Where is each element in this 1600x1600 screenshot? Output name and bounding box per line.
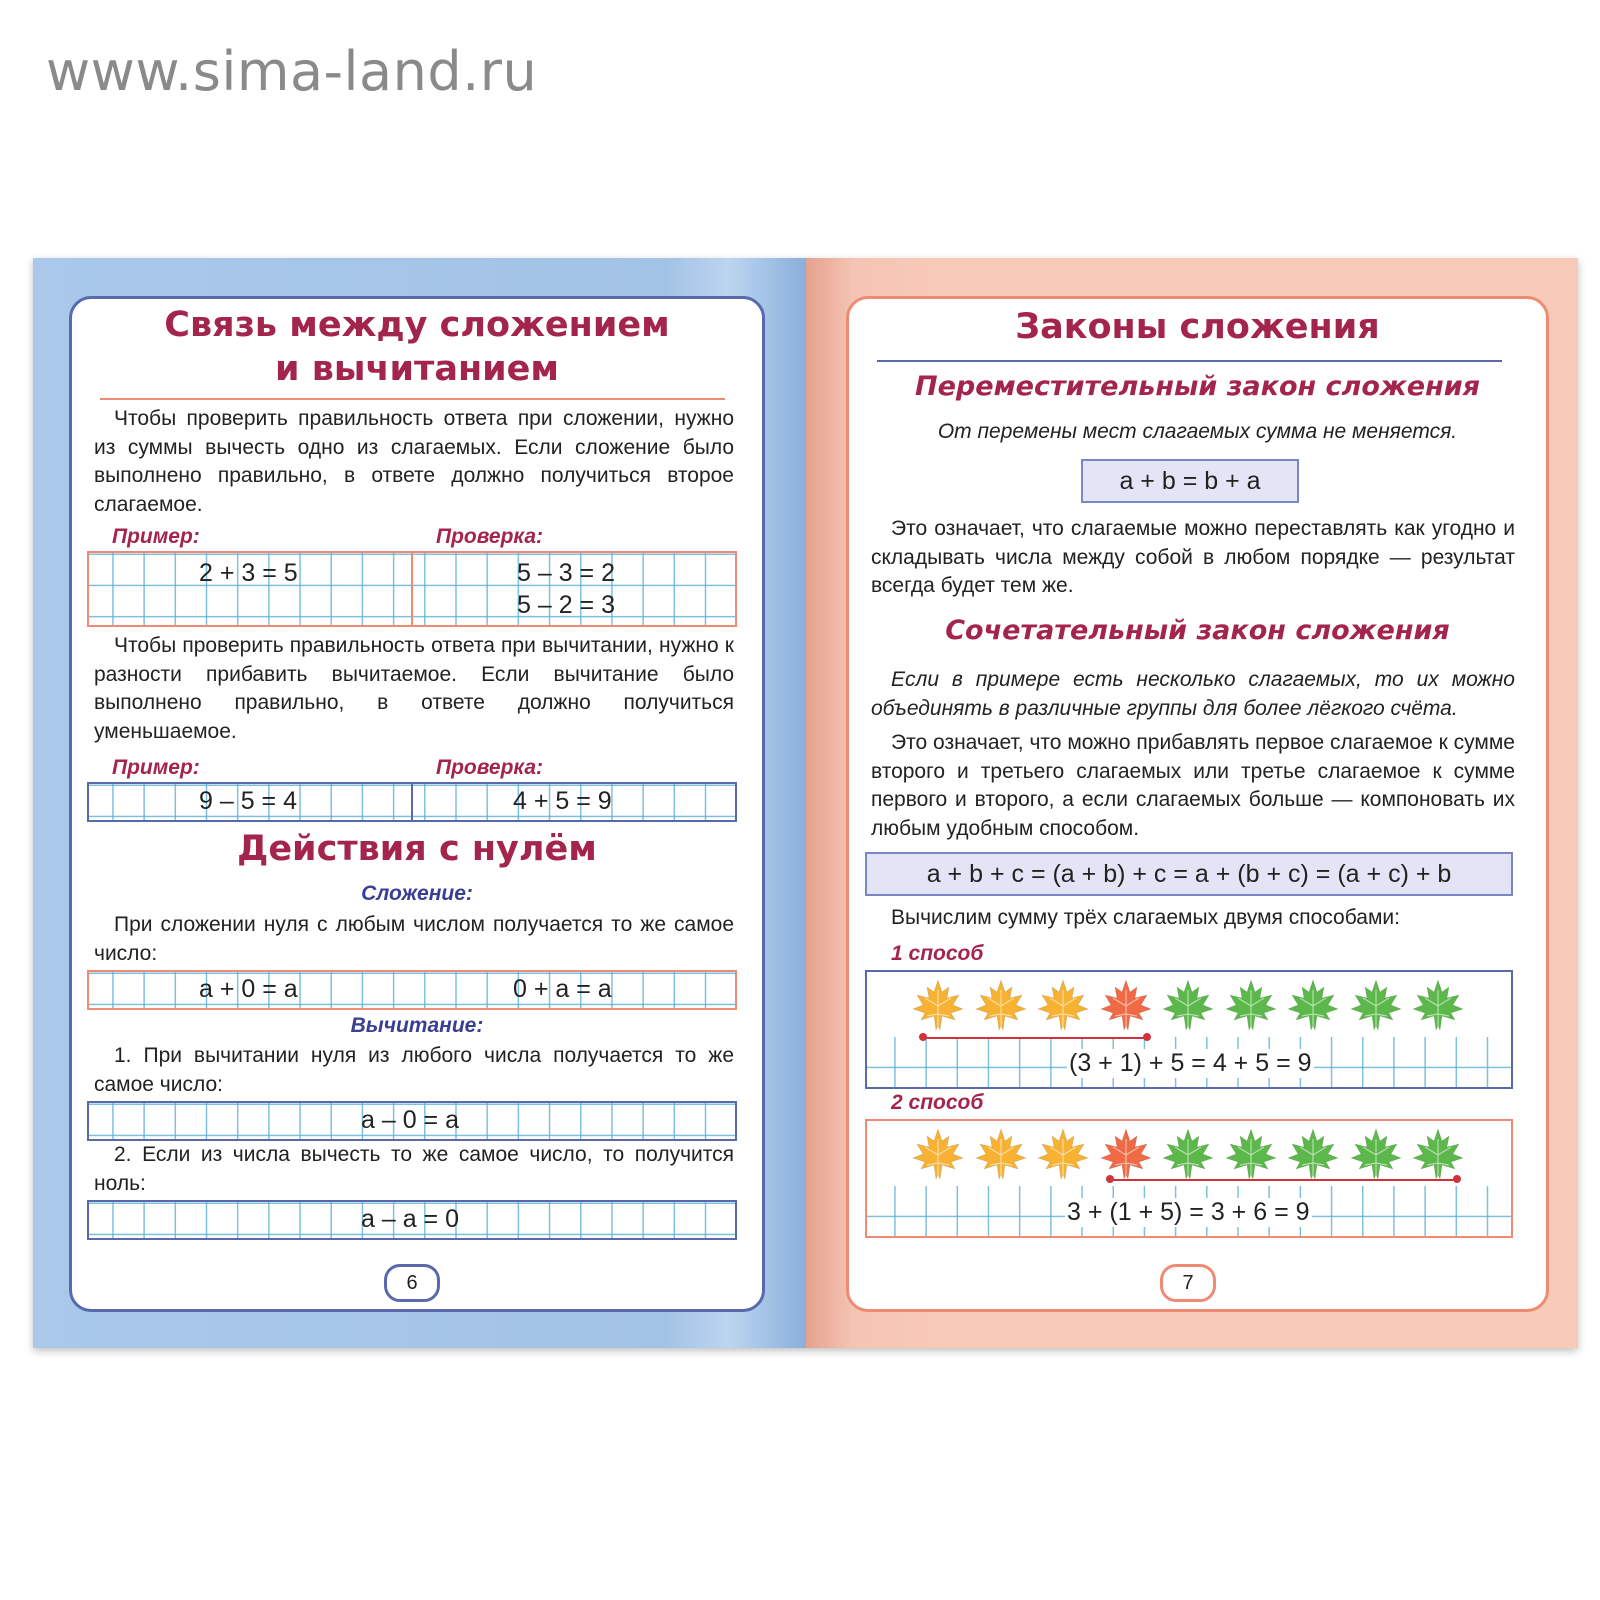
maple-leaf-icon — [1099, 978, 1153, 1032]
paragraph-two-ways — [871, 904, 1515, 933]
maple-leaf-icon — [1224, 978, 1278, 1032]
equation-example-2: 9 – 5 = 4 — [199, 787, 297, 815]
paragraph-addition-check — [94, 405, 734, 519]
grid-divider — [411, 553, 413, 625]
maple-leaf-icon — [911, 978, 965, 1032]
check-label-1: Проверка: — [436, 525, 543, 548]
grid-zero-addition — [87, 970, 737, 1010]
left-card — [69, 296, 765, 1312]
maple-leaf-icon — [974, 978, 1028, 1032]
addition-label: Сложение: — [361, 882, 473, 905]
maple-leaf-icon — [974, 1127, 1028, 1181]
title-divider — [877, 360, 1502, 362]
subtraction-label: Вычитание: — [350, 1014, 484, 1037]
equation-0-plus-a: 0 + a = a — [513, 975, 612, 1003]
maple-leaf-icon — [1224, 1127, 1278, 1181]
right-card — [846, 296, 1549, 1312]
way1-box — [865, 970, 1513, 1089]
way1-bracket-dot-right — [1143, 1033, 1151, 1041]
paragraph-text: 2. Если из числа вычесть то же самое число, то получится ноль: — [94, 1143, 734, 1195]
way1-label: 1 способ — [891, 942, 984, 965]
paragraph-subtraction-check — [94, 632, 734, 746]
book-spread — [33, 258, 1578, 1348]
equation-check-2: 4 + 5 = 9 — [513, 787, 612, 815]
way2-bracket — [1110, 1179, 1457, 1181]
maple-leaf-icon — [1349, 1127, 1403, 1181]
way2-bracket-dot-right — [1453, 1175, 1461, 1183]
formula-commutative: a + b = b + a — [1081, 459, 1299, 503]
watermark: www.sima-land.ru — [46, 40, 538, 103]
way1-equation: (3 + 1) + 5 = 4 + 5 = 9 — [1069, 1049, 1312, 1077]
paragraph-associative — [871, 729, 1515, 843]
rule-associative — [871, 666, 1515, 723]
equation-check-1b: 5 – 2 = 3 — [517, 591, 615, 619]
maple-leaf-icon — [1161, 1127, 1215, 1181]
equation-example-1: 2 + 3 = 5 — [199, 559, 298, 587]
maple-leaf-icon — [1411, 1127, 1465, 1181]
grid-example-1 — [87, 551, 737, 627]
section-title-zero: Действия с нулём — [237, 829, 597, 869]
maple-leaf-icon — [1036, 1127, 1090, 1181]
example-label-1: Пример: — [112, 525, 200, 548]
equation-check-1a: 5 – 3 = 2 — [517, 559, 615, 587]
way2-label: 2 способ — [891, 1091, 984, 1114]
paragraph-text: При сложении нуля с любым числом получается то же самое число: — [94, 913, 734, 965]
page-number-right: 7 — [1160, 1264, 1216, 1302]
left-page — [33, 258, 806, 1348]
subtitle-commutative: Переместительный закон сложения — [915, 371, 1480, 402]
paragraph-text: Чтобы проверить правильность ответа при вычитании, нужно к разности прибавить вычитаемое. Если вычитание было выполнено правильно, в ответе должно получиться уменьшаемое. — [94, 634, 734, 743]
way1-leaves — [867, 972, 1511, 1042]
way2-bracket-dot-left — [1106, 1175, 1114, 1183]
rule-commutative: От перемены мест слагаемых сумма не меняется. — [937, 420, 1458, 443]
grid-example-2 — [87, 782, 737, 822]
paragraph-zero-addition — [94, 911, 734, 968]
example-label-2: Пример: — [112, 756, 200, 779]
way2-box — [865, 1119, 1513, 1238]
grid-self-subtraction — [87, 1200, 737, 1240]
way2-equation: 3 + (1 + 5) = 3 + 6 = 9 — [1067, 1198, 1310, 1226]
equation-a-minus-0: a – 0 = a — [361, 1106, 459, 1134]
maple-leaf-icon — [1286, 978, 1340, 1032]
maple-leaf-icon — [1286, 1127, 1340, 1181]
right-title: Законы сложения — [1015, 307, 1380, 347]
maple-leaf-icon — [911, 1127, 965, 1181]
maple-leaf-icon — [1349, 978, 1403, 1032]
maple-leaf-icon — [1099, 1127, 1153, 1181]
grid-zero-subtraction — [87, 1101, 737, 1141]
paragraph-self-subtraction — [94, 1141, 734, 1198]
paragraph-text: Это означает, что можно прибавлять первое слагаемое к сумме второго и третьего слагаемых или третье слагаемое к сумме первого и второго, а если слагаемых больше — компоновать их любым удобным способом. — [871, 731, 1515, 840]
equation-a-plus-0: a + 0 = a — [199, 975, 298, 1003]
check-label-2: Проверка: — [436, 756, 543, 779]
maple-leaf-icon — [1036, 978, 1090, 1032]
paragraph-zero-subtraction — [94, 1042, 734, 1099]
maple-leaf-icon — [1411, 978, 1465, 1032]
page-number-left: 6 — [384, 1264, 440, 1302]
way1-bracket — [923, 1037, 1147, 1039]
paragraph-text: Это означает, что слагаемые можно переставлять как угодно и складывать числа между собой в любом порядке — результат всегда будет тем же. — [871, 517, 1515, 597]
grid-divider — [411, 784, 413, 820]
formula-associative: a + b + c = (a + b) + c = a + (b + c) = (a + c) + b — [865, 852, 1513, 896]
paragraph-text: 1. При вычитании нуля из любого числа получается то же самое число: — [94, 1044, 734, 1096]
paragraph-commutative — [871, 515, 1515, 601]
right-page — [806, 258, 1578, 1348]
left-title-line2: и вычитанием — [274, 349, 560, 389]
left-title — [72, 303, 762, 391]
equation-a-minus-a: a – a = 0 — [361, 1205, 459, 1233]
way1-bracket-dot-left — [919, 1033, 927, 1041]
left-title-line1: Связь между сложением — [164, 305, 670, 345]
maple-leaf-icon — [1161, 978, 1215, 1032]
paragraph-text: Вычислим сумму трёх слагаемых двумя способами: — [891, 906, 1400, 929]
title-divider — [100, 398, 725, 400]
subtitle-associative: Сочетательный закон сложения — [945, 615, 1450, 646]
paragraph-text: Чтобы проверить правильность ответа при сложении, нужно из суммы вычесть одно из слагаемых. Если сложение было выполнено правильно, в ответе должно получиться второе слагаемое. — [94, 407, 734, 516]
paragraph-text: Если в примере есть несколько слагаемых, то их можно объединять в различные группы для более лёгкого счёта. — [871, 668, 1515, 720]
